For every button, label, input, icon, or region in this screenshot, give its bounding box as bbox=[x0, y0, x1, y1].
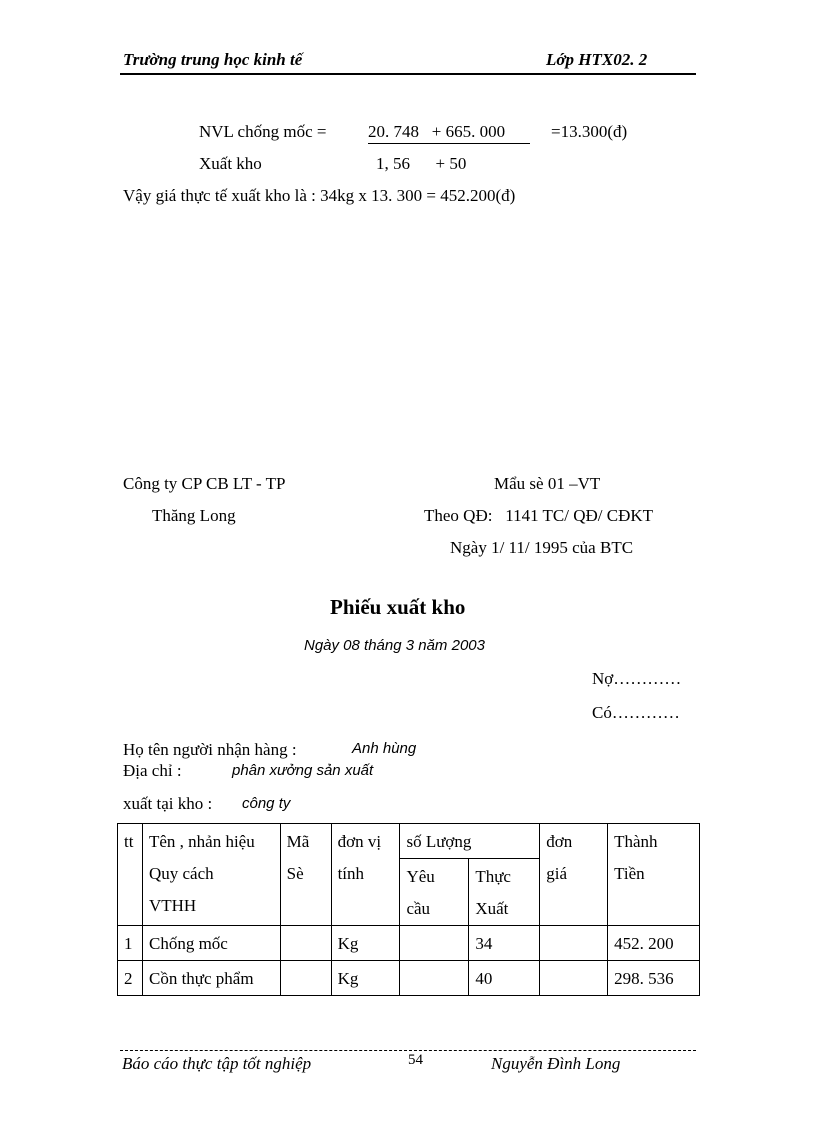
cell-actual: 40 bbox=[469, 961, 540, 996]
cell-tt: 1 bbox=[118, 926, 143, 961]
cell-total: 452. 200 bbox=[608, 926, 700, 961]
footer-author: Nguyễn Đình Long bbox=[491, 1054, 621, 1073]
warehouse-label: xuất tại kho : bbox=[123, 794, 213, 813]
issue-table bbox=[117, 823, 700, 996]
recipient-address-value: phân xưởng sản xuất bbox=[232, 762, 374, 779]
recipient-name-value: Anh hùng bbox=[352, 740, 417, 757]
header-school: Trường trung học kinh tế bbox=[123, 50, 303, 69]
header-qty-requested: Yêu cầu bbox=[400, 859, 469, 926]
cell-code bbox=[280, 926, 331, 961]
formula-label-1: NVL chống mốc = bbox=[199, 122, 327, 141]
form-decision: Theo QĐ: 1141 TC/ QĐ/ CĐKT bbox=[424, 506, 654, 525]
form-decision-date: Ngày 1/ 11/ 1995 của BTC bbox=[450, 538, 634, 557]
cell-price bbox=[540, 926, 608, 961]
footer-report-title: Báo cáo thực tập tốt nghiệp bbox=[122, 1054, 312, 1073]
ledger-debit: Nợ………… bbox=[592, 669, 682, 688]
header-qty-actual: Thực Xuất bbox=[469, 859, 540, 926]
form-number: Mẩu sè 01 –VT bbox=[494, 474, 601, 493]
conclusion-text: Vậy giá thực tế xuất kho là : 34kg x 13. 300 = 452.200(đ) bbox=[123, 186, 516, 205]
cell-code bbox=[280, 961, 331, 996]
footer-rule bbox=[120, 1050, 696, 1051]
page-number: 54 bbox=[408, 1052, 423, 1068]
company-line-1: Công ty CP CB LT - TP bbox=[123, 474, 286, 493]
formula-denominator: 1, 56 + 50 bbox=[376, 154, 467, 173]
document-date: Ngày 08 tháng 3 năm 2003 bbox=[304, 637, 485, 654]
warehouse-value: công ty bbox=[242, 795, 291, 812]
cell-name: Chống mốc bbox=[142, 926, 280, 961]
formula-result: =13.300(đ) bbox=[551, 122, 628, 141]
header-quantity: số Lượng bbox=[400, 824, 540, 859]
formula-numerator: 20. 748 + 665. 000 bbox=[368, 122, 530, 144]
cell-requested bbox=[400, 961, 469, 996]
cell-price bbox=[540, 961, 608, 996]
document-title: Phiếu xuất kho bbox=[330, 595, 466, 619]
header-tt: tt bbox=[118, 824, 143, 926]
header-rule bbox=[120, 73, 696, 75]
header-unit: đơn vị tính bbox=[331, 824, 400, 926]
header-item-name: Tên , nhản hiệu Quy cách VTHH bbox=[142, 824, 280, 926]
cell-unit: Kg bbox=[331, 961, 400, 996]
cell-requested bbox=[400, 926, 469, 961]
cell-total: 298. 536 bbox=[608, 961, 700, 996]
header-class: Lớp HTX02. 2 bbox=[546, 50, 648, 69]
table-row bbox=[118, 926, 700, 961]
recipient-name-label: Họ tên người nhận hàng : bbox=[123, 740, 297, 759]
table-header-row bbox=[118, 824, 700, 859]
ledger-credit: Có………… bbox=[592, 703, 680, 722]
cell-actual: 34 bbox=[469, 926, 540, 961]
header-total: Thành Tiền bbox=[608, 824, 700, 926]
company-line-2: Thăng Long bbox=[152, 506, 236, 525]
header-code: Mã Sè bbox=[280, 824, 331, 926]
formula-label-2: Xuất kho bbox=[199, 154, 262, 173]
cell-tt: 2 bbox=[118, 961, 143, 996]
cell-unit: Kg bbox=[331, 926, 400, 961]
table-row bbox=[118, 961, 700, 996]
recipient-address-label: Địa chỉ : bbox=[123, 761, 182, 780]
cell-name: Cồn thực phẩm bbox=[142, 961, 280, 996]
header-unit-price: đơn giá bbox=[540, 824, 608, 926]
